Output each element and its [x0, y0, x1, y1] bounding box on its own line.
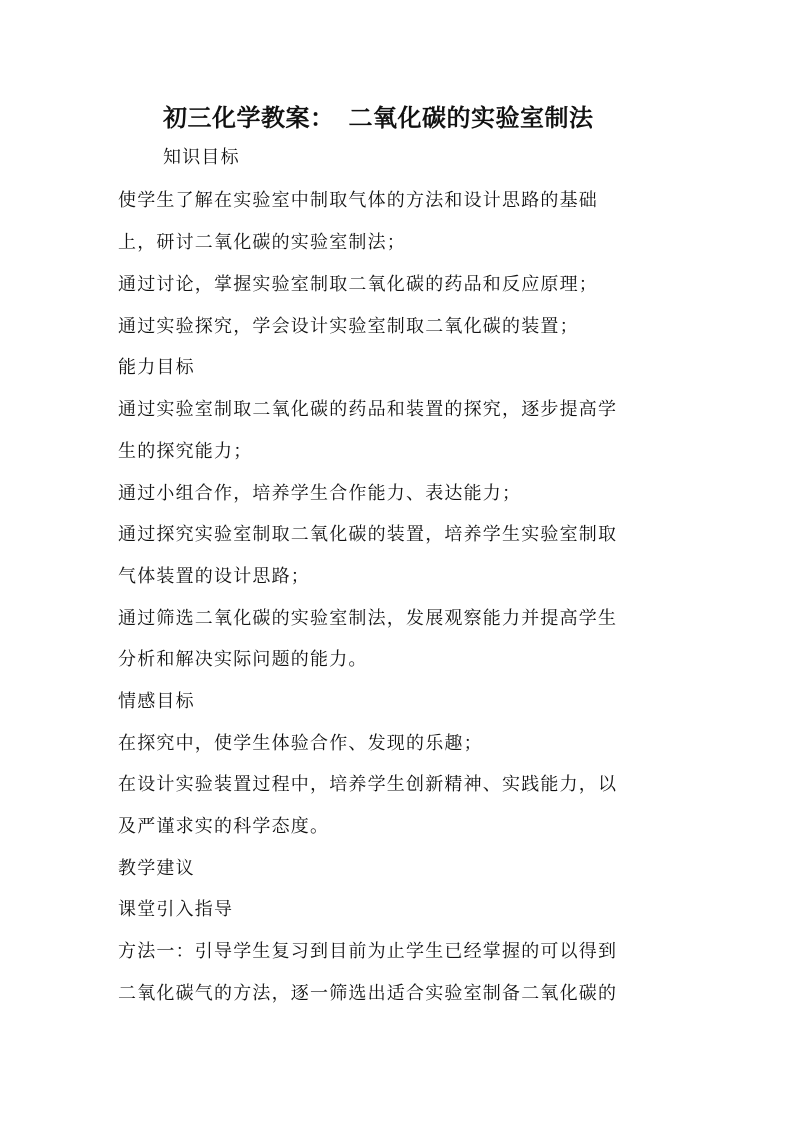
title-prefix: 初三化学教案： — [163, 103, 335, 132]
section-heading-emotion: 情感目标 — [118, 691, 195, 712]
paragraph-line: 通过讨论，掌握实验室制取二氧化碳的药品和反应原理； — [118, 274, 598, 295]
section-heading-intro: 课堂引入指导 — [118, 899, 234, 920]
section-heading-ability: 能力目标 — [118, 357, 195, 378]
paragraph-line: 通过小组合作，培养学生合作能力、表达能力； — [118, 483, 522, 504]
section-heading-knowledge: 知识目标 — [163, 147, 240, 168]
paragraph-line: 在设计实验装置过程中，培养学生创新精神、实践能力，以 — [118, 774, 618, 795]
section-heading-teaching: 教学建议 — [118, 858, 195, 879]
paragraph-line: 及严谨求实的科学态度。 — [118, 816, 330, 837]
paragraph-line: 通过实验探究，学会设计实验室制取二氧化碳的装置； — [118, 316, 579, 337]
paragraph-line: 通过实验室制取二氧化碳的药品和装置的探究，逐步提高学 — [118, 399, 618, 420]
paragraph-line: 生的探究能力； — [118, 441, 253, 462]
title-topic: 二氧化碳的实验室制法 — [348, 103, 594, 132]
paragraph-line: 气体装置的设计思路； — [118, 566, 310, 587]
paragraph-line: 通过探究实验室制取二氧化碳的装置，培养学生实验室制取 — [118, 524, 618, 545]
paragraph-line: 分析和解决实际问题的能力。 — [118, 649, 368, 670]
paragraph-line: 使学生了解在实验室中制取气体的方法和设计思路的基础 — [118, 190, 598, 211]
paragraph-line: 上，研讨二氧化碳的实验室制法； — [118, 232, 406, 253]
paragraph-line: 在探究中，使学生体验合作、发现的乐趣； — [118, 733, 483, 754]
paragraph-line: 通过筛选二氧化碳的实验室制法，发展观察能力并提高学生 — [118, 608, 618, 629]
document-title — [163, 100, 594, 136]
paragraph-line: 二氧化碳气的方法，逐一筛选出适合实验室制备二氧化碳的 — [118, 983, 618, 1004]
paragraph-line: 方法一：引导学生复习到目前为止学生已经掌握的可以得到 — [118, 941, 618, 962]
